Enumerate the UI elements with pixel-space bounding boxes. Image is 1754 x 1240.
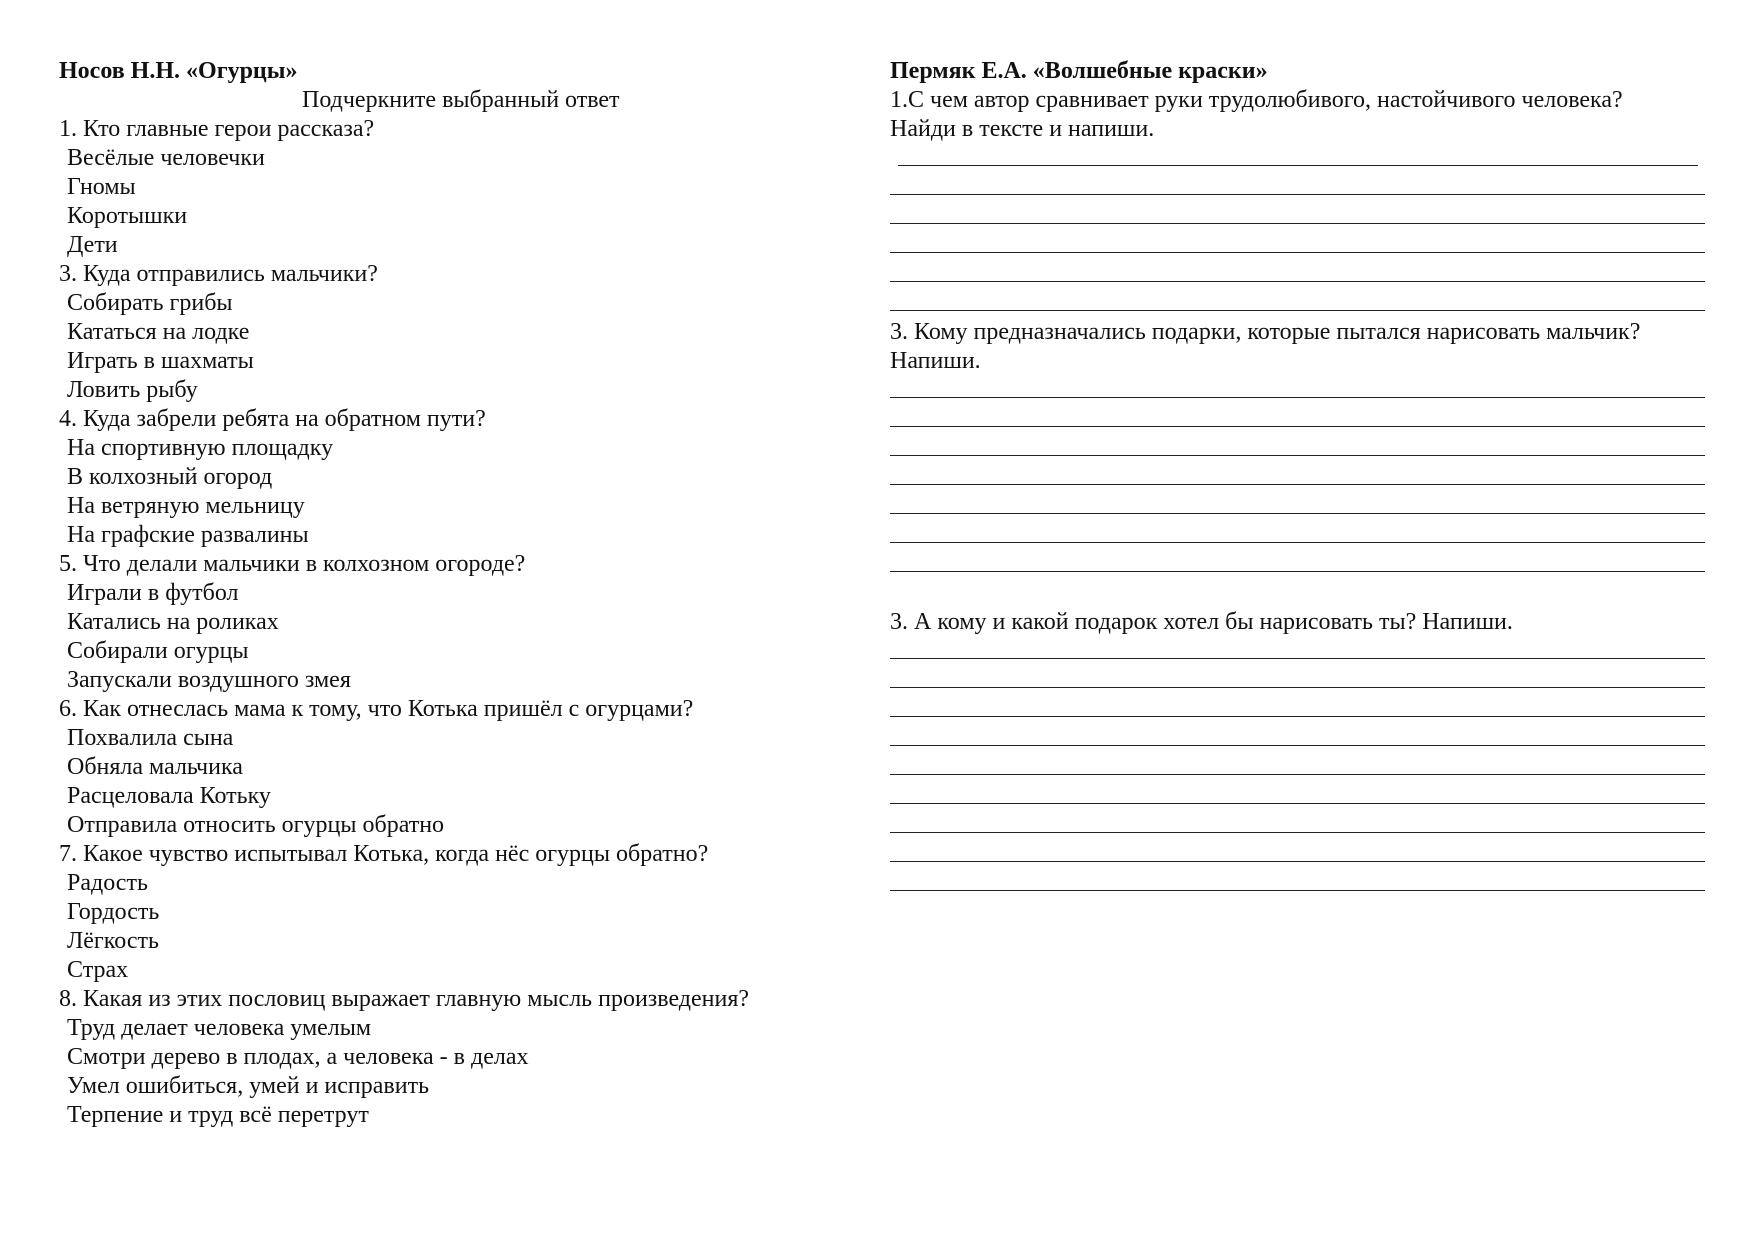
answer-option[interactable]: Страх <box>67 957 129 983</box>
question-block <box>890 318 1705 579</box>
answer-option[interactable]: Обняла мальчика <box>67 754 243 780</box>
answer-option[interactable]: Запускали воздушного змея <box>67 667 351 693</box>
answer-line[interactable] <box>890 869 1705 898</box>
question-text: 3. А кому и какой подарок хотел бы нарисовать ты? Напиши. <box>890 609 1513 635</box>
answer-option[interactable]: Играть в шахматы <box>67 348 254 374</box>
answer-line[interactable] <box>890 695 1705 724</box>
answer-option[interactable]: Труд делает человека умелым <box>67 1015 372 1041</box>
answer-option[interactable]: Кататься на лодке <box>67 319 250 345</box>
answer-option[interactable]: Терпение и труд всё перетрут <box>67 1102 369 1128</box>
answer-option[interactable]: Ловить рыбу <box>67 377 198 403</box>
question-text: 8. Какая из этих пословиц выражает главную мысль произведения? <box>59 986 750 1012</box>
answer-option[interactable]: Похвалила сына <box>67 725 234 751</box>
answer-line[interactable] <box>890 434 1705 463</box>
answer-option[interactable]: Радость <box>67 870 148 896</box>
question-text: 6. Как отнеслась мама к тому, что Котька пришёл с огурцами? <box>59 696 694 722</box>
answer-option[interactable]: Расцеловала Котьку <box>67 783 271 809</box>
question-block <box>59 985 859 1130</box>
answer-line[interactable] <box>890 289 1705 318</box>
answer-option[interactable]: Лёгкость <box>67 928 159 954</box>
answer-line[interactable] <box>890 231 1705 260</box>
answer-line[interactable] <box>890 637 1705 666</box>
question-block <box>890 86 1705 318</box>
answer-line[interactable] <box>890 782 1705 811</box>
answer-option[interactable]: Играли в футбол <box>67 580 239 606</box>
right-title: Пермяк Е.А. «Волшебные краски» <box>890 58 1268 84</box>
answer-option[interactable]: Катались на роликах <box>67 609 279 635</box>
answer-option[interactable]: Коротышки <box>67 203 188 229</box>
answer-line[interactable] <box>890 550 1705 579</box>
question-text: 4. Куда забрели ребята на обратном пути? <box>59 406 486 432</box>
answer-option[interactable]: На ветряную мельницу <box>67 493 305 519</box>
answer-line[interactable] <box>890 173 1705 202</box>
answer-line[interactable] <box>890 405 1705 434</box>
question-block <box>59 550 859 695</box>
answer-option[interactable]: Собирали огурцы <box>67 638 249 664</box>
question-text: 3. Куда отправились мальчики? <box>59 261 378 287</box>
answer-line[interactable] <box>890 724 1705 753</box>
answer-option[interactable]: На графские развалины <box>67 522 309 548</box>
answer-line[interactable] <box>890 666 1705 695</box>
answer-option[interactable]: Весёлые человечки <box>67 145 265 171</box>
answer-option[interactable]: Умел ошибиться, умей и исправить <box>67 1073 430 1099</box>
answer-option[interactable]: Смотри дерево в плодах, а человека - в делах <box>67 1044 529 1070</box>
question-text: 7. Какое чувство испытывал Котька, когда нёс огурцы обратно? <box>59 841 709 867</box>
question-block <box>59 840 859 985</box>
answer-line[interactable] <box>890 144 1705 173</box>
question-block <box>59 405 859 550</box>
answer-option[interactable]: На спортивную площадку <box>67 435 334 461</box>
answer-line[interactable] <box>890 492 1705 521</box>
answer-option[interactable]: Гномы <box>67 174 136 200</box>
answer-line[interactable] <box>890 202 1705 231</box>
question-text: 5. Что делали мальчики в колхозном огороде? <box>59 551 526 577</box>
answer-line[interactable] <box>890 811 1705 840</box>
answer-line[interactable] <box>890 376 1705 405</box>
answer-line[interactable] <box>890 463 1705 492</box>
left-worksheet <box>59 57 859 1130</box>
answer-line[interactable] <box>890 840 1705 869</box>
left-title: Носов Н.Н. «Огурцы» <box>59 58 298 84</box>
answer-line[interactable] <box>890 260 1705 289</box>
answer-option[interactable]: Отправила относить огурцы обратно <box>67 812 445 838</box>
answer-option[interactable]: В колхозный огород <box>67 464 273 490</box>
spacer <box>890 579 1705 608</box>
question-text: 1.С чем автор сравнивает руки трудолюбивого, настойчивого человека? <box>890 87 1623 113</box>
answer-option[interactable]: Гордость <box>67 899 160 925</box>
question-block <box>890 608 1705 898</box>
answer-line[interactable] <box>890 753 1705 782</box>
answer-option[interactable]: Дети <box>67 232 118 258</box>
question-block <box>59 260 859 405</box>
answer-option[interactable]: Собирать грибы <box>67 290 233 316</box>
question-block <box>59 115 859 260</box>
question-text: 3. Кому предназначались подарки, которые пытался нарисовать мальчик? <box>890 319 1641 345</box>
question-text: 1. Кто главные герои рассказа? <box>59 116 375 142</box>
question-text: Напиши. <box>890 348 981 374</box>
answer-line[interactable] <box>890 521 1705 550</box>
right-worksheet <box>890 57 1705 898</box>
question-text: Найди в тексте и напиши. <box>890 116 1155 142</box>
instruction: Подчеркните выбранный ответ <box>302 87 620 113</box>
question-block <box>59 695 859 840</box>
